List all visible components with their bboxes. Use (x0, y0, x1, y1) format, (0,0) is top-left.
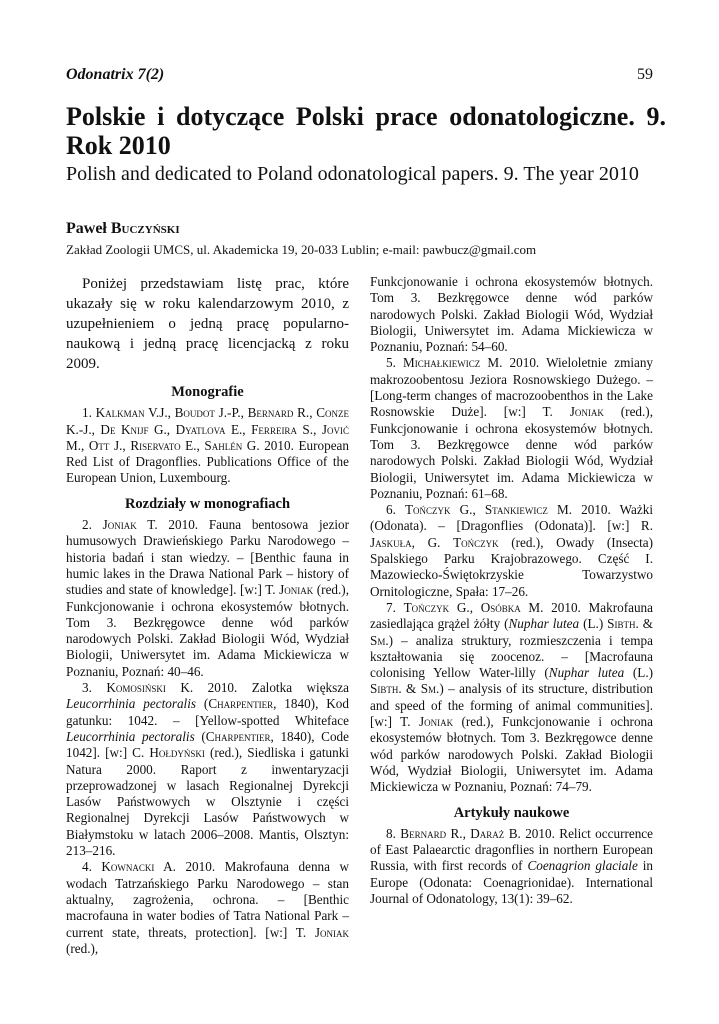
reference-entry-2: 2. Joniak T. 2010. Fauna bentosowa jezior humusowych Drawieńskiego Parku Narodowego – historia badań i stan wiedzy. – [Benthic fauna in humic lakes in the Drawa National Park – history of studies and state of knowledge]. [w:] T. Joniak (red.), Funkcjonowanie i ochrona ekosystemów błotnych. Tom 3. Bezkręgowce denne wód parków narodowych Polski. Zakład Biologii Wód, Wydział Biologii, Uniwersytet im. Adama Mickiewicza w Poznaniu, Poznań: 40–46. (66, 517, 350, 679)
intro-paragraph: Poniżej przedstawiam listę prac, które ukazały się w roku kalendarzowym 2010, z uzupełnieniem o jedną pracę popularno-naukową i jedną pracę licencjacką z roku 2009. (66, 276, 349, 372)
page-number: 59 (637, 66, 653, 83)
reference-entry-1: 1. Kalkman V.J., Boudot J.-P., Bernard R., Conze K.-J., De Knijf G., Dyatlova E., Ferreira S., Jović M., Ott J., Riservato E., Sahlén G. 2010. European Red List of Dragonflies. Publications Office of the European Union, Luxembourg. (66, 405, 349, 486)
article-title-polish: Polskie i dotyczące Polski prace odonatologiczne. 9. Rok 2010 (66, 102, 666, 160)
reference-entry-3: 3. Komosiński K. 2010. Zalotka większa Leucorrhinia pectoralis (Charpentier, 1840), Kod gatunku: 1042. – [Yellow-spotted Whiteface Leucorrhinia pectoralis (Charpentier, 1840), Code 1042]. [w:] C. Hołdyński (red.), Siedliska i gatunki Natura 2000. Raport z inwentaryzacji przeprowadzonej w lasach Regionalnej Dyrekcji Lasów Państwowych w Olsztynie i części Regionalnej Dyrekcji Lasów Państwowych w Białymstoku w latach 2006–2008. Mantis, Olsztyn: 213–216. (66, 680, 349, 859)
article-title-english: Polish and dedicated to Poland odonatological papers. 9. The year 2010 (66, 163, 639, 185)
author-first-name: Paweł (66, 220, 111, 237)
left-column (66, 274, 349, 957)
section-heading-monografie: Monografie (171, 384, 244, 400)
reference-entry-7: 7. Tończyk G., Osóbka M. 2010. Makrofauna zasiedlająca grążel żółty (Nuphar lutea (L.) Sibth. & Sm.) – analiza struktury, rozmieszczenia i tempa kształtowania się zoocenoz. – [Macrofauna colonising Yellow Water-lilly (Nuphar lutea (L.) Sibth. & Sm.) – analysis of its structure, distribution and speed of the forming of animal communities]. [w:] T. Joniak (red.), Funkcjonowanie i ochrona ekosystemów błotnych. Tom 3. Bezkręgowce denne wód parków narodowych Polski. Zakład Biologii Wód, Wydział Biologii, Uniwersytet im. Adama Mickiewicza w Poznaniu, Poznań: 74–79. (370, 599, 654, 795)
section-heading-rozdzialy: Rozdziały w monografiach (124, 495, 291, 512)
author-name (66, 220, 180, 238)
right-column (370, 274, 653, 907)
reference-entry-4: 4. Kownacki A. 2010. Makrofauna denna w wodach Tatrzańskiego Parku Narodowego – stan aktualny, zagrożenia, ochrona. – [Benthic macrofauna in water bodies of Tatra National Park – current state, threats, protection]. [w:] T. Joniak (red.), (66, 859, 350, 956)
author-affiliation: Zakład Zoologii UMCS, ul. Akademicka 19, 20-033 Lublin; e-mail: pawbucz@gmail.com (66, 242, 537, 257)
reference-entry-6: 6. Tończyk G., Stankiewicz M. 2010. Ważki (Odonata). – [Dragonflies (Odonata)]. [w:] R. Jaskuła, G. Tończyk (red.), Owady (Insecta) Spalskiego Parku Krajobrazowego. Część I. Mazowiecko-Świętokrzyskie Towarzystwo Ornitologiczne, Spała: 17–26. (370, 502, 654, 599)
reference-entry-5: 5. Michałkiewicz M. 2010. Wieloletnie zmiany makrozoobentosu Jeziora Rosnowskiego Dużego. – [Long-term changes of macrozoobenthos in the Lake Rosnowskie Duże]. [w:] T. Joniak (red.), Funkcjonowanie i ochrona ekosystemów błotnych. Tom 3. Bezkręgowce denne wód parków narodowych Polski. Zakład Biologii Wód, Wydział Biologii, Uniwersytet im. Adama Mickiewicza w Poznaniu, Poznań: 61–68. (370, 355, 654, 501)
author-last-name: Buczyński (110, 220, 180, 237)
reference-entry-8: 8. Bernard R., Daraż B. 2010. Relict occurrence of East Palaearctic dragonflies in northern European Russia, with first records of Coenagrion glaciale in Europe (Odonata: Coenagrionidae). International Journal of Odonatology, 13(1): 39–62. (370, 825, 654, 906)
running-header (66, 66, 653, 88)
reference-entry-4-continued: Funkcjonowanie i ochrona ekosystemów błotnych. Tom 3. Bezkręgowce denne wód parków narodowych Polski. Zakład Biologii Wód, Wydział Biologii, Uniwersytet im. Adama Mickiewicza w Poznaniu, Poznań: 54–60. (370, 274, 653, 355)
journal-name: Odonatrix 7(2) (66, 66, 165, 83)
section-heading-artykuly: Artykuły naukowe (453, 804, 570, 821)
